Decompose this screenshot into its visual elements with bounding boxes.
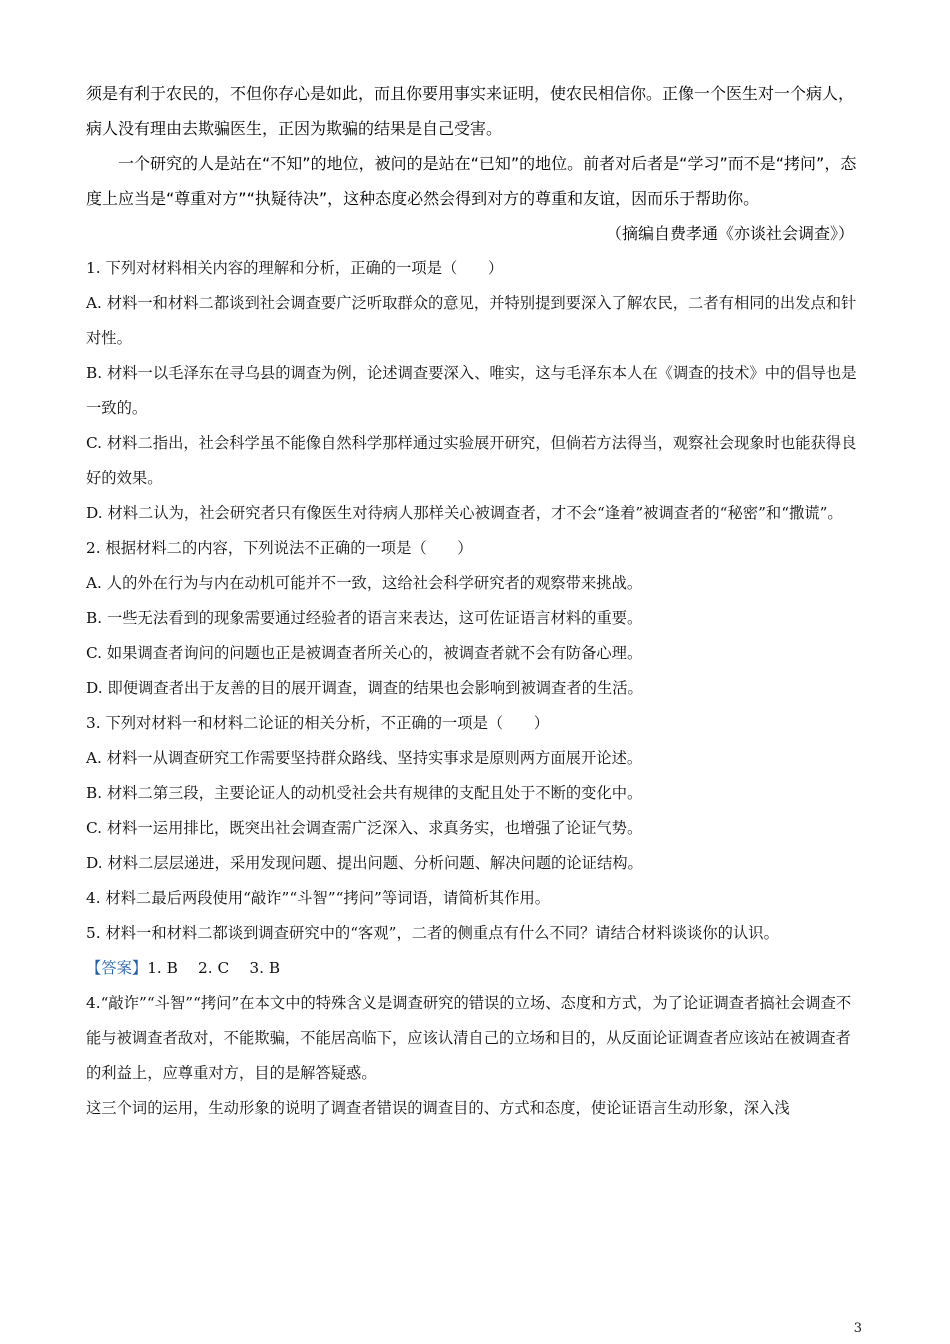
answer-choices: 1. B 2. C 3. B xyxy=(147,959,281,977)
option-c: C. 材料一运用排比，既突出社会调查需广泛深入、求真务实，也增强了论证气势。 xyxy=(86,819,643,837)
question-3 xyxy=(86,706,864,881)
question-stem: 3. 下列对材料一和材料二论证的相关分析，不正确的一项是（ ） xyxy=(86,714,550,732)
question-5: 5. 材料一和材料二都谈到调查研究中的“客观”，二者的侧重点有什么不同？请结合材料谈谈你的认识。 xyxy=(86,924,779,942)
option-a: A. 材料一和材料二都谈到社会调查要广泛听取群众的意见，并特别提到要深入了解农民，二者有相同的出发点和针对性。 xyxy=(86,294,857,347)
question-4: 4. 材料二最后两段使用“敲诈”“斗智”“拷问”等词语，请简析其作用。 xyxy=(86,889,551,907)
question-2 xyxy=(86,531,864,706)
passage-source: （摘编自费孝通《亦谈社会调查》） xyxy=(605,224,854,243)
option-b: B. 一些无法看到的现象需要通过经验者的语言来表达，这可佐证语言材料的重要。 xyxy=(86,609,643,627)
question-1 xyxy=(86,251,864,531)
option-d: D. 材料二认为，社会研究者只有像医生对待病人那样关心被调查者，才不会“逢着”被调查者的“秘密”和“撒谎”。 xyxy=(86,504,843,522)
option-a: A. 材料一从调查研究工作需要坚持群众路线、坚持实事求是原则两方面展开论述。 xyxy=(86,749,643,767)
answer-q4-paragraph-2: 这三个词的运用，生动形象的说明了调查者错误的调查目的、方式和态度，使论证语言生动形象，深入浅 xyxy=(86,1099,790,1117)
page-content xyxy=(86,76,864,1126)
answer-line xyxy=(86,951,864,986)
passage-paragraph: 须是有利于农民的，不但你存心是如此，而且你要用事实来证明，使农民相信你。正像一个医生对一个病人，病人没有理由去欺骗医生，正因为欺骗的结果是自己受害。 xyxy=(86,84,855,138)
answer-q4-paragraph: 4.“敲诈”“斗智”“拷问”在本文中的特殊含义是调查研究的错误的立场、态度和方式，为了论证调查者搞社会调查不能与被调查者敌对，不能欺骗，不能居高临下，应该认清自己的立场和目的，从反面论证调查者应该站在被调查者的利益上，应尊重对方，目的是解答疑惑。 xyxy=(86,994,852,1082)
passage-paragraph: 一个研究的人是站在“不知”的地位，被问的是站在“已知”的地位。前者对后者是“学习”而不是“拷问”，态度上应当是“尊重对方”“执疑待决”，这种态度必然会得到对方的尊重和友谊，因而乐于帮助你。 xyxy=(86,154,857,208)
option-d: D. 即便调查者出于友善的目的展开调查，调查的结果也会影响到被调查者的生活。 xyxy=(86,679,643,697)
option-c: C. 材料二指出，社会科学虽不能像自然科学那样通过实验展开研究，但倘若方法得当，观察社会现象时也能获得良好的效果。 xyxy=(86,434,857,487)
option-b: B. 材料二第三段，主要论证人的动机受社会共有规律的支配且处于不断的变化中。 xyxy=(86,784,643,802)
option-a: A. 人的外在行为与内在动机可能并不一致，这给社会科学研究者的观察带来挑战。 xyxy=(86,574,643,592)
option-c: C. 如果调查者询问的问题也正是被调查者所关心的，被调查者就不会有防备心理。 xyxy=(86,644,643,662)
answer-tag: 【答案】 xyxy=(86,959,148,977)
page-number: 3 xyxy=(853,1321,862,1336)
option-d: D. 材料二层层递进，采用发现问题、提出问题、分析问题、解决问题的论证结构。 xyxy=(86,854,643,872)
question-stem: 2. 根据材料二的内容，下列说法不正确的一项是（ ） xyxy=(86,539,473,557)
option-b: B. 材料一以毛泽东在寻乌县的调查为例，论述调查要深入、唯实，这与毛泽东本人在《调查的技术》中的倡导也是一致的。 xyxy=(86,364,857,417)
question-stem: 1. 下列对材料相关内容的理解和分析，正确的一项是（ ） xyxy=(86,259,504,277)
